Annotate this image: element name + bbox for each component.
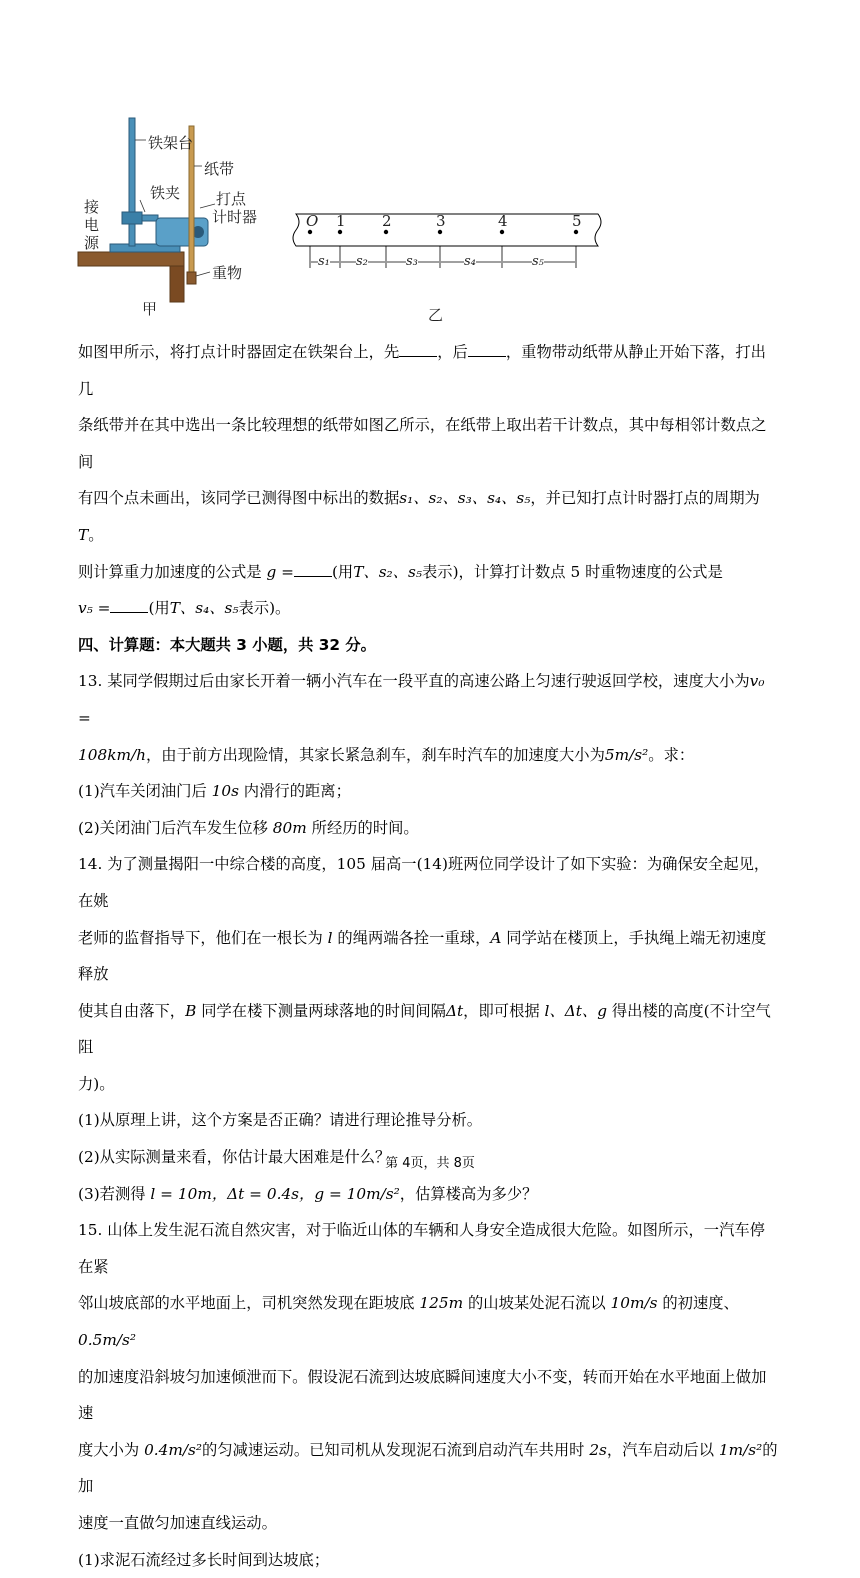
question-text — [78, 334, 778, 1578]
page-footer: 第 4页，共 8页 — [385, 1156, 475, 1171]
tape-point-label: 5 — [572, 212, 582, 230]
tape-point-label: O — [306, 212, 319, 230]
segment-label: s₂ — [356, 254, 368, 269]
tape-point — [308, 230, 312, 234]
q14-line-2: 老师的监督指导下，他们在一根长为 l 的绳两端各拴一重球，A 同学站在楼顶上，手执绳上端无初速度释放 — [78, 928, 767, 984]
q15-part-1: (1)求泥石流经过多长时间到达坡底； — [78, 1550, 330, 1569]
tape-point — [338, 230, 342, 234]
q15-line-1: 15. 山体上发生泥石流自然灾害，对于临近山体的车辆和人身安全造成很大危险。如图所示，一汽车停在紧 — [78, 1221, 765, 1276]
q13-part-2: (2)关闭油门后汽车发生位移 80m 所经历的时间。 — [78, 818, 419, 837]
q14-part-2: (2)从实际测量来看，你估计最大困难是什么？ — [78, 1148, 391, 1167]
q12-line-4: 则计算重力加速度的公式是 g = (用T、s₂、s₅表示)，计算打计数点 5 时重物速度的公式是 — [78, 562, 723, 581]
label-power-1: 接 — [84, 198, 100, 216]
tape-point — [438, 230, 442, 234]
q13-part-1: (1)汽车关闭油门后 10s 内滑行的距离； — [78, 782, 351, 801]
label-tape: 纸带 — [204, 160, 235, 178]
tape-point — [500, 230, 504, 234]
segment-label: s₃ — [406, 254, 418, 269]
q12-line-2: 条纸带并在其中选出一条比较理想的纸带如图乙所示，在纸带上取出若干计数点，其中每相邻计数点之间 — [78, 416, 767, 471]
q13-line-2: 108km/h，由于前方出现险情，其家长紧急刹车，刹车时汽车的加速度大小为5m/s²。求： — [78, 745, 695, 764]
label-power-3: 源 — [84, 234, 100, 252]
q14-line-3: 使其自由落下，B 同学在楼下测量两球落地的时间间隔Δt，即可根据 l、Δt、g 得出楼的高度(不计空气阻 — [78, 1001, 771, 1057]
label-timer-2: 计时器 — [212, 208, 258, 226]
segment-label: s₅ — [532, 254, 544, 269]
segment-label: s₁ — [318, 254, 330, 269]
tape-diagram — [70, 108, 630, 328]
label-stand: 铁架台 — [148, 134, 194, 152]
q15-line-2: 邻山坡底部的水平地面上，司机突然发现在距坡底 125m 的山坡某处泥石流以 10m/s 的初速度、0.5m/s² — [78, 1294, 739, 1350]
tape-point-label: 2 — [382, 212, 392, 230]
blank — [468, 342, 506, 357]
q12-line-5: v₅ = (用T、s₄、s₅表示)。 — [78, 599, 291, 618]
q13-line-1: 13. 某同学假期过后由家长开着一辆小汽车在一段平直的高速公路上匀速行驶返回学校，速度大小为v₀ = — [78, 672, 765, 727]
q15-line-4: 度大小为 0.4m/s²的匀减速运动。已知司机从发现泥石流到启动汽车共用时 2s，汽车启动后以 1m/s²的加 — [78, 1440, 778, 1496]
tape-point-label: 1 — [336, 212, 346, 230]
q14-part-3: (3)若测得 l = 10m，Δt = 0.4s，g = 10m/s²，估算楼高为多少？ — [78, 1184, 538, 1203]
tape-point-label: 4 — [498, 212, 508, 230]
segment-label: s₄ — [464, 254, 476, 269]
q12-line-3: 有四个点未画出，该同学已测得图中标出的数据s₁、s₂、s₃、s₄、s₅，并已知打点计时器打点的周期为T。 — [78, 489, 760, 544]
caption-jia: 甲 — [142, 300, 158, 318]
q15-line-5: 速度一直做匀加速直线运动。 — [78, 1514, 277, 1532]
q14-line-4: 力)。 — [78, 1074, 115, 1093]
section-heading: 四、计算题：本大题共 3 小题，共 32 分。 — [78, 635, 376, 654]
q12-line-1: 如图甲所示，将打点计时器固定在铁架台上，先 ，后 ，重物带动纸带从静止开始下落，打出几 — [78, 343, 766, 398]
blank — [294, 562, 332, 577]
q15-line-3: 的加速度沿斜坡匀加速倾泄而下。假设泥石流到达坡底瞬间速度大小不变，转而开始在水平地面上做加速 — [78, 1367, 767, 1423]
tape-point — [574, 230, 578, 234]
figure-apparatus — [70, 108, 630, 328]
q14-line-1: 14. 为了测量揭阳一中综合楼的高度，105 届高一(14)班两位同学设计了如下实验：为确保安全起见，在姚 — [78, 855, 770, 910]
label-power-2: 电 — [84, 216, 100, 234]
blank — [110, 598, 148, 613]
label-timer-1: 打点 — [216, 190, 247, 208]
tape-point — [384, 230, 388, 234]
q14-part-1: (1)从原理上讲，这个方案是否正确？请进行理论推导分析。 — [78, 1111, 483, 1130]
label-weight: 重物 — [212, 264, 243, 282]
caption-yi: 乙 — [428, 306, 444, 324]
tape-point-label: 3 — [436, 212, 446, 230]
blank — [399, 342, 437, 357]
label-clamp: 铁夹 — [150, 184, 181, 202]
